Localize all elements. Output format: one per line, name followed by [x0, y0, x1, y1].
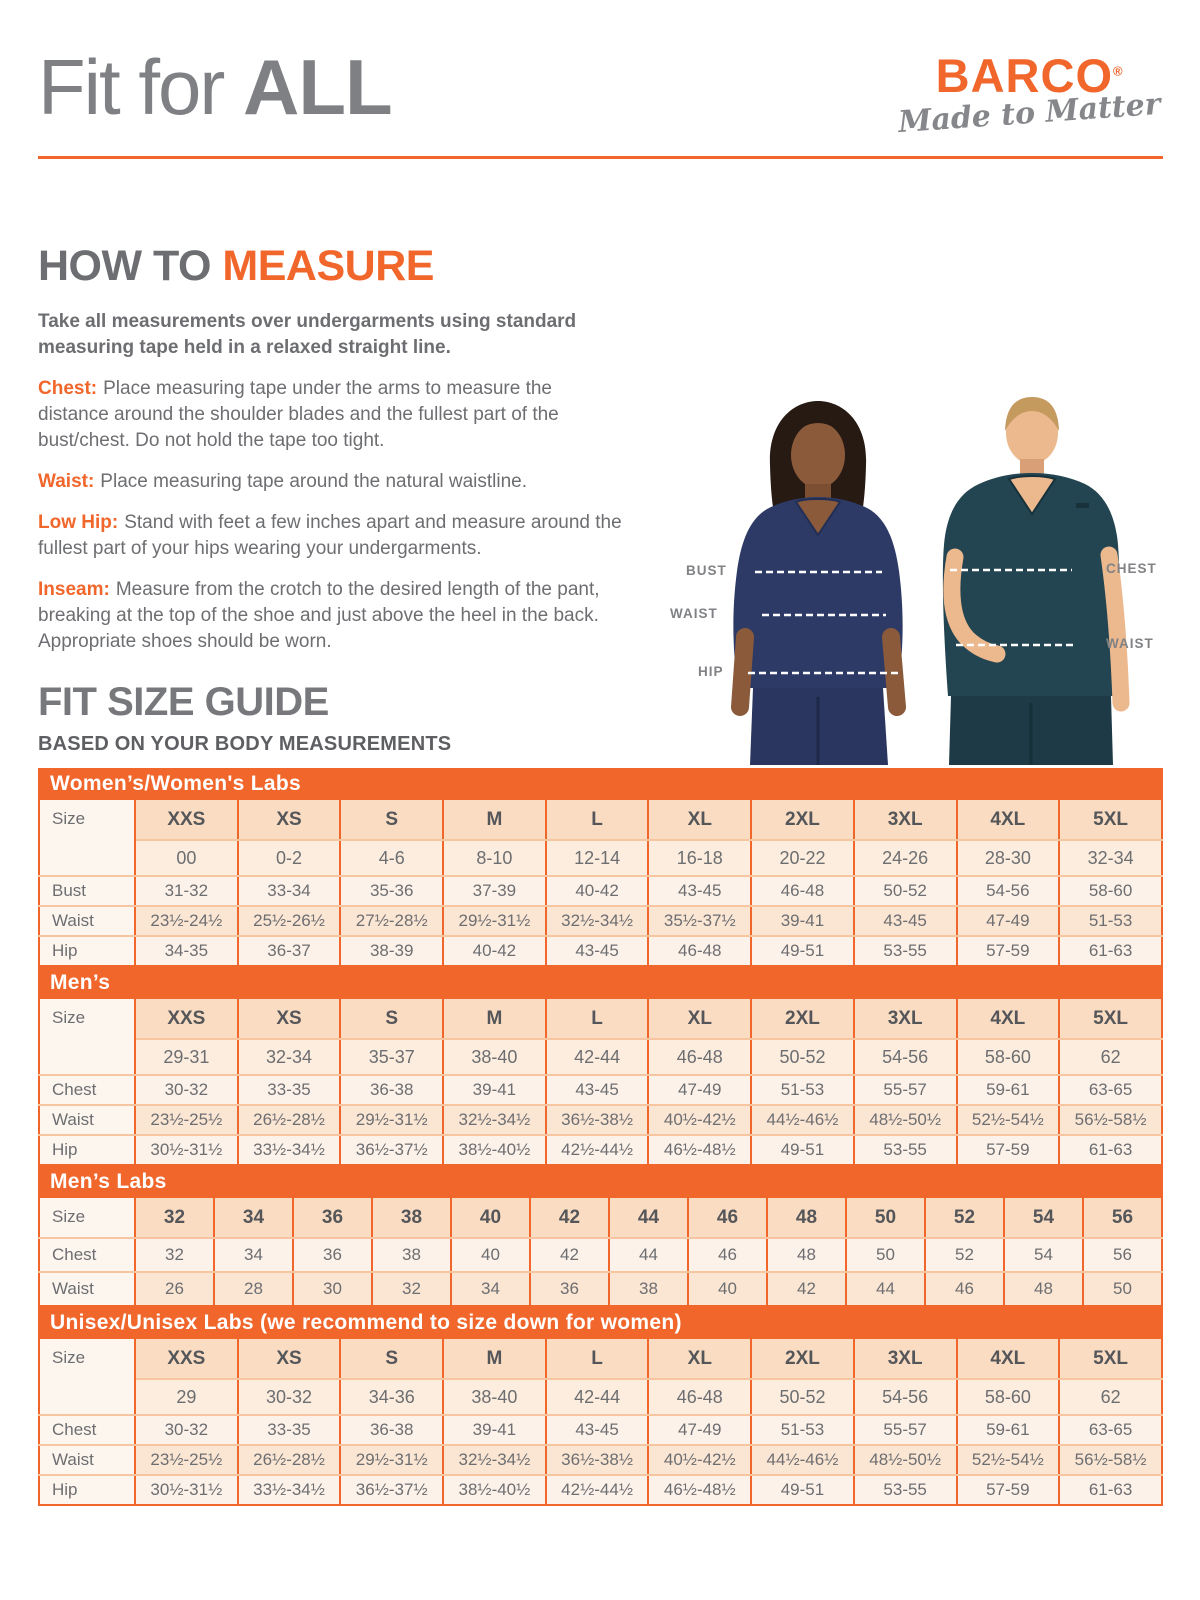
measurement-value-cell: 40-42 — [546, 876, 649, 906]
size-header-cell: L — [546, 800, 649, 840]
heading-orange-part: MEASURE — [222, 242, 434, 290]
size-header-cell: XS — [238, 800, 341, 840]
numeric-size-cell: 62 — [1059, 1039, 1162, 1075]
measure-item-label: Chest: — [38, 378, 98, 400]
measurement-value-cell: 30-32 — [135, 1075, 238, 1105]
measurement-value-cell: 40 — [451, 1238, 530, 1272]
measurement-value-cell: 56 — [1083, 1238, 1162, 1272]
numeric-size-cell: 54-56 — [854, 1379, 957, 1415]
unisex-measurements-table — [38, 1339, 1163, 1506]
numeric-size-cell: 16-18 — [648, 840, 751, 876]
measurement-value-cell: 50 — [1083, 1272, 1162, 1306]
numeric-size-cell: 8-10 — [443, 840, 546, 876]
measurement-value-cell: 40-42 — [443, 936, 546, 966]
numeric-size-cell: 29 — [135, 1379, 238, 1415]
measurement-value-cell: 56½-58½ — [1059, 1445, 1162, 1475]
fit-size-guide-subheading: BASED ON YOUR BODY MEASUREMENTS — [38, 733, 452, 755]
size-header-cell: 38 — [372, 1198, 451, 1238]
size-header-cell: M — [443, 1339, 546, 1379]
table-banner-unisex: Unisex/Unisex Labs (we recommend to size down for women) — [38, 1307, 1163, 1339]
measurement-value-cell: 50-52 — [854, 876, 957, 906]
measurement-value-cell: 33½-34½ — [238, 1135, 341, 1165]
numeric-size-cell: 35-37 — [340, 1039, 443, 1075]
brand-wordmark: BARCO — [935, 49, 1113, 102]
mens-labs-measurements-table — [38, 1198, 1163, 1307]
measurement-row-waist — [39, 906, 1162, 936]
measurement-value-cell: 46-48 — [751, 876, 854, 906]
measurement-row-label: Hip — [39, 936, 135, 966]
measurement-value-cell: 42½-44½ — [546, 1475, 649, 1505]
size-header-cell: 5XL — [1059, 1339, 1162, 1379]
size-header-row — [39, 800, 1162, 840]
measurement-value-cell: 52½-54½ — [957, 1105, 1060, 1135]
measurement-row-label: Hip — [39, 1135, 135, 1165]
measurement-value-cell: 59-61 — [957, 1415, 1060, 1445]
size-column-label: Size — [39, 999, 135, 1075]
measure-item-text: Place measuring tape under the arms to measure the distance around the shoulder blades and the fullest part of the bust/chest. Do not hold the tape too tight. — [38, 378, 559, 452]
size-header-cell: 48 — [767, 1198, 846, 1238]
numeric-size-cell: 4-6 — [340, 840, 443, 876]
size-column-label: Size — [39, 1198, 135, 1238]
measurement-row-hip — [39, 936, 1162, 966]
measurement-value-cell: 42½-44½ — [546, 1135, 649, 1165]
measure-item-label: Waist: — [38, 471, 95, 493]
measurement-value-cell: 63-65 — [1059, 1075, 1162, 1105]
size-header-cell: 52 — [925, 1198, 1004, 1238]
measurement-value-cell: 32½-34½ — [546, 906, 649, 936]
measure-item-text: Stand with feet a few inches apart and measure around the fullest part of your hips wearing your undergarments. — [38, 512, 622, 560]
measurement-value-cell: 34 — [451, 1272, 530, 1306]
size-header-cell: 4XL — [957, 800, 1060, 840]
measurement-value-cell: 33½-34½ — [238, 1475, 341, 1505]
measurement-value-cell: 49-51 — [751, 1135, 854, 1165]
measurement-value-cell: 59-61 — [957, 1075, 1060, 1105]
size-header-row — [39, 1339, 1162, 1379]
size-header-cell: 40 — [451, 1198, 530, 1238]
numeric-size-cell: 38-40 — [443, 1379, 546, 1415]
measurement-value-cell: 43-45 — [854, 906, 957, 936]
measurement-value-cell: 46-48 — [648, 936, 751, 966]
measurement-value-cell: 29½-31½ — [443, 906, 546, 936]
size-header-cell: XS — [238, 1339, 341, 1379]
measurement-row-label: Waist — [39, 1272, 135, 1306]
numeric-size-cell: 12-14 — [546, 840, 649, 876]
measurement-value-cell: 29½-31½ — [340, 1445, 443, 1475]
numeric-size-cell: 58-60 — [957, 1039, 1060, 1075]
measurement-value-cell: 52½-54½ — [957, 1445, 1060, 1475]
measurement-value-cell: 38½-40½ — [443, 1135, 546, 1165]
size-header-cell: 54 — [1004, 1198, 1083, 1238]
measurement-value-cell: 53-55 — [854, 1475, 957, 1505]
measurement-value-cell: 34-35 — [135, 936, 238, 966]
measurement-value-cell: 42 — [530, 1238, 609, 1272]
measurement-value-cell: 51-53 — [751, 1415, 854, 1445]
numeric-size-row — [39, 840, 1162, 876]
measurement-row-waist — [39, 1445, 1162, 1475]
measure-item-label: Low Hip: — [38, 512, 119, 534]
measurement-value-cell: 32 — [135, 1238, 214, 1272]
bust-label: BUST — [686, 563, 727, 578]
measure-item-label: Inseam: — [38, 579, 110, 601]
measurement-value-cell: 46 — [688, 1238, 767, 1272]
measurement-value-cell: 33-35 — [238, 1415, 341, 1445]
size-tables-container — [38, 768, 1163, 1506]
size-header-cell: XS — [238, 999, 341, 1039]
size-header-cell: 3XL — [854, 1339, 957, 1379]
table-banner-mens: Men’s — [38, 967, 1163, 999]
size-header-cell: L — [546, 1339, 649, 1379]
size-header-cell: 46 — [688, 1198, 767, 1238]
size-header-cell: 50 — [846, 1198, 925, 1238]
measurement-value-cell: 26½-28½ — [238, 1445, 341, 1475]
measurement-value-cell: 39-41 — [443, 1415, 546, 1445]
size-header-cell: 32 — [135, 1198, 214, 1238]
measurement-value-cell: 39-41 — [443, 1075, 546, 1105]
size-column-label: Size — [39, 800, 135, 876]
measurement-value-cell: 38½-40½ — [443, 1475, 546, 1505]
size-header-cell: L — [546, 999, 649, 1039]
size-header-cell: 5XL — [1059, 800, 1162, 840]
measurement-value-cell: 44½-46½ — [751, 1105, 854, 1135]
numeric-size-cell: 46-48 — [648, 1379, 751, 1415]
measurement-value-cell: 23½-25½ — [135, 1445, 238, 1475]
measurement-value-cell: 39-41 — [751, 906, 854, 936]
measurement-value-cell: 31-32 — [135, 876, 238, 906]
size-header-cell: 2XL — [751, 999, 854, 1039]
measurement-value-cell: 55-57 — [854, 1075, 957, 1105]
size-header-cell: XXS — [135, 1339, 238, 1379]
measurement-value-cell: 46 — [925, 1272, 1004, 1306]
waist-right-label: WAIST — [1106, 636, 1154, 651]
page-title-regular: Fit for — [38, 43, 244, 131]
size-header-cell: S — [340, 999, 443, 1039]
size-header-cell: M — [443, 999, 546, 1039]
measurement-value-cell: 48 — [767, 1238, 846, 1272]
measurement-value-cell: 37-39 — [443, 876, 546, 906]
measurement-value-cell: 38 — [609, 1272, 688, 1306]
measurement-row-waist — [39, 1105, 1162, 1135]
numeric-size-cell: 30-32 — [238, 1379, 341, 1415]
measure-item-text: Measure from the crotch to the desired length of the pant, breaking at the top of the shoe and just above the heel in the back. Appropriate shoes should be worn. — [38, 579, 600, 653]
measurement-value-cell: 54-56 — [957, 876, 1060, 906]
numeric-size-row — [39, 1039, 1162, 1075]
measurement-value-cell: 36-37 — [238, 936, 341, 966]
size-header-cell: XXS — [135, 999, 238, 1039]
hip-label: HIP — [698, 664, 724, 679]
size-header-row — [39, 1198, 1162, 1238]
measurement-value-cell: 27½-28½ — [340, 906, 443, 936]
measurement-value-cell: 35-36 — [340, 876, 443, 906]
measurement-value-cell: 48½-50½ — [854, 1105, 957, 1135]
size-header-cell: 4XL — [957, 1339, 1060, 1379]
measurement-value-cell: 28 — [214, 1272, 293, 1306]
measurement-row-label: Waist — [39, 1105, 135, 1135]
measurement-value-cell: 56½-58½ — [1059, 1105, 1162, 1135]
measurement-value-cell: 36 — [530, 1272, 609, 1306]
numeric-size-cell: 32-34 — [1059, 840, 1162, 876]
measure-item-chest — [38, 376, 623, 454]
mens-measurements-table — [38, 999, 1163, 1166]
table-banner-womens: Women’s/Women's Labs — [38, 768, 1163, 800]
numeric-size-cell: 58-60 — [957, 1379, 1060, 1415]
measurement-value-cell: 23½-24½ — [135, 906, 238, 936]
numeric-size-cell: 29-31 — [135, 1039, 238, 1075]
size-header-cell: M — [443, 800, 546, 840]
measurement-value-cell: 51-53 — [1059, 906, 1162, 936]
measurement-value-cell: 48½-50½ — [854, 1445, 957, 1475]
header-divider — [38, 156, 1163, 159]
size-table-mens-labs — [38, 1166, 1163, 1307]
numeric-size-cell: 24-26 — [854, 840, 957, 876]
brand-tagline: Made to Matter — [897, 86, 1162, 141]
measurement-value-cell: 43-45 — [546, 1415, 649, 1445]
size-header-row — [39, 999, 1162, 1039]
measurement-row-hip — [39, 1135, 1162, 1165]
measurement-value-cell: 44 — [609, 1238, 688, 1272]
measurement-value-cell: 38 — [372, 1238, 451, 1272]
measurement-value-cell: 32½-34½ — [443, 1445, 546, 1475]
fit-size-guide-section — [38, 680, 1163, 1506]
measurement-value-cell: 34 — [214, 1238, 293, 1272]
how-to-measure-section — [38, 242, 628, 670]
measurement-value-cell: 36-38 — [340, 1415, 443, 1445]
measurement-value-cell: 36½-37½ — [340, 1135, 443, 1165]
measurement-value-cell: 38-39 — [340, 936, 443, 966]
measurement-value-cell: 61-63 — [1059, 1135, 1162, 1165]
size-header-cell: 36 — [293, 1198, 372, 1238]
measurement-value-cell: 40½-42½ — [648, 1445, 751, 1475]
measurement-value-cell: 52 — [925, 1238, 1004, 1272]
measurement-value-cell: 36½-37½ — [340, 1475, 443, 1505]
measurement-value-cell: 47-49 — [957, 906, 1060, 936]
measurement-value-cell: 42 — [767, 1272, 846, 1306]
measurement-value-cell: 46½-48½ — [648, 1135, 751, 1165]
numeric-size-cell: 34-36 — [340, 1379, 443, 1415]
measurement-value-cell: 36½-38½ — [546, 1105, 649, 1135]
measurement-row-bust — [39, 876, 1162, 906]
size-header-cell: S — [340, 800, 443, 840]
size-header-cell: 2XL — [751, 1339, 854, 1379]
numeric-size-cell: 54-56 — [854, 1039, 957, 1075]
measurement-value-cell: 32½-34½ — [443, 1105, 546, 1135]
size-table-womens — [38, 768, 1163, 967]
measurement-value-cell: 53-55 — [854, 1135, 957, 1165]
size-header-cell: 42 — [530, 1198, 609, 1238]
masthead — [38, 43, 1163, 148]
measurement-value-cell: 26½-28½ — [238, 1105, 341, 1135]
measurement-value-cell: 40½-42½ — [648, 1105, 751, 1135]
numeric-size-row — [39, 1379, 1162, 1415]
measurement-value-cell: 57-59 — [957, 1135, 1060, 1165]
measurement-value-cell: 25½-26½ — [238, 906, 341, 936]
measurement-value-cell: 48 — [1004, 1272, 1083, 1306]
fit-size-guide-heading: FIT SIZE GUIDE — [38, 680, 329, 724]
measurement-value-cell: 49-51 — [751, 1475, 854, 1505]
measurement-value-cell: 47-49 — [648, 1075, 751, 1105]
heading-gray-part: HOW TO — [38, 242, 223, 290]
table-banner-mens-labs: Men’s Labs — [38, 1166, 1163, 1198]
measurement-row-chest — [39, 1415, 1162, 1445]
numeric-size-cell: 20-22 — [751, 840, 854, 876]
measurement-value-cell: 58-60 — [1059, 876, 1162, 906]
size-header-cell: XL — [648, 1339, 751, 1379]
measurement-value-cell: 29½-31½ — [340, 1105, 443, 1135]
measurement-value-cell: 44½-46½ — [751, 1445, 854, 1475]
measurement-value-cell: 50 — [846, 1238, 925, 1272]
numeric-size-cell: 50-52 — [751, 1379, 854, 1415]
how-to-measure-heading — [38, 242, 628, 291]
size-header-cell: XL — [648, 800, 751, 840]
measure-item-inseam — [38, 577, 623, 655]
measurement-value-cell: 36 — [293, 1238, 372, 1272]
measurement-value-cell: 51-53 — [751, 1075, 854, 1105]
measurement-value-cell: 40 — [688, 1272, 767, 1306]
numeric-size-cell: 46-48 — [648, 1039, 751, 1075]
measurement-row-label: Chest — [39, 1075, 135, 1105]
numeric-size-cell: 32-34 — [238, 1039, 341, 1075]
measurement-row-hip — [39, 1475, 1162, 1505]
size-header-cell: 3XL — [854, 800, 957, 840]
chest-label: CHEST — [1106, 561, 1157, 576]
size-header-cell: 34 — [214, 1198, 293, 1238]
numeric-size-cell: 0-2 — [238, 840, 341, 876]
measurement-value-cell: 32 — [372, 1272, 451, 1306]
size-header-cell: 5XL — [1059, 999, 1162, 1039]
page-title-bold: ALL — [243, 43, 392, 131]
size-header-cell: 44 — [609, 1198, 688, 1238]
size-table-unisex — [38, 1307, 1163, 1506]
measurement-value-cell: 44 — [846, 1272, 925, 1306]
brand-logo — [897, 49, 1162, 141]
measurement-row-label: Bust — [39, 876, 135, 906]
measurement-value-cell: 43-45 — [648, 876, 751, 906]
numeric-size-cell: 28-30 — [957, 840, 1060, 876]
measurement-value-cell: 53-55 — [854, 936, 957, 966]
size-header-cell: 2XL — [751, 800, 854, 840]
numeric-size-cell: 42-44 — [546, 1379, 649, 1415]
measurement-value-cell: 30 — [293, 1272, 372, 1306]
numeric-size-cell: 42-44 — [546, 1039, 649, 1075]
numeric-size-cell: 50-52 — [751, 1039, 854, 1075]
measure-item-text: Place measuring tape around the natural waistline. — [100, 471, 527, 493]
measurement-value-cell: 46½-48½ — [648, 1475, 751, 1505]
numeric-size-cell: 38-40 — [443, 1039, 546, 1075]
measurement-value-cell: 49-51 — [751, 936, 854, 966]
measurement-value-cell: 63-65 — [1059, 1415, 1162, 1445]
numeric-size-cell: 62 — [1059, 1379, 1162, 1415]
measurement-value-cell: 54 — [1004, 1238, 1083, 1272]
measurement-value-cell: 26 — [135, 1272, 214, 1306]
measurement-row-label: Chest — [39, 1238, 135, 1272]
measurement-row-label: Chest — [39, 1415, 135, 1445]
measurement-row-label: Waist — [39, 906, 135, 936]
measurement-value-cell: 36½-38½ — [546, 1445, 649, 1475]
measurement-row-waist — [39, 1272, 1162, 1306]
measurement-value-cell: 57-59 — [957, 1475, 1060, 1505]
measurement-row-chest — [39, 1075, 1162, 1105]
measurement-value-cell: 61-63 — [1059, 1475, 1162, 1505]
registered-mark-icon: ® — [1113, 63, 1124, 79]
waist-left-label: WAIST — [670, 606, 718, 621]
measurement-value-cell: 33-35 — [238, 1075, 341, 1105]
numeric-size-cell: 00 — [135, 840, 238, 876]
measurement-value-cell: 35½-37½ — [648, 906, 751, 936]
measurement-value-cell: 47-49 — [648, 1415, 751, 1445]
measurement-value-cell: 30½-31½ — [135, 1475, 238, 1505]
measurement-row-chest — [39, 1238, 1162, 1272]
size-header-cell: 4XL — [957, 999, 1060, 1039]
womens-measurements-table — [38, 800, 1163, 967]
size-header-cell: S — [340, 1339, 443, 1379]
size-column-label: Size — [39, 1339, 135, 1415]
measurement-value-cell: 30½-31½ — [135, 1135, 238, 1165]
size-header-cell: XL — [648, 999, 751, 1039]
measurement-row-label: Hip — [39, 1475, 135, 1505]
measurement-value-cell: 55-57 — [854, 1415, 957, 1445]
measure-item-waist — [38, 469, 623, 495]
measurement-value-cell: 43-45 — [546, 1075, 649, 1105]
size-header-cell: 56 — [1083, 1198, 1162, 1238]
size-table-mens — [38, 967, 1163, 1166]
measurement-value-cell: 23½-25½ — [135, 1105, 238, 1135]
measurement-value-cell: 43-45 — [546, 936, 649, 966]
measurement-value-cell: 33-34 — [238, 876, 341, 906]
measurement-row-label: Waist — [39, 1445, 135, 1475]
measurement-value-cell: 57-59 — [957, 936, 1060, 966]
measure-item-lowhip — [38, 510, 623, 562]
size-header-cell: 3XL — [854, 999, 957, 1039]
size-header-cell: XXS — [135, 800, 238, 840]
measure-intro: Take all measurements over undergarments using standard measuring tape held in a relaxed straight line. — [38, 311, 577, 359]
measurement-value-cell: 30-32 — [135, 1415, 238, 1445]
measurement-value-cell: 36-38 — [340, 1075, 443, 1105]
measurement-value-cell: 61-63 — [1059, 936, 1162, 966]
